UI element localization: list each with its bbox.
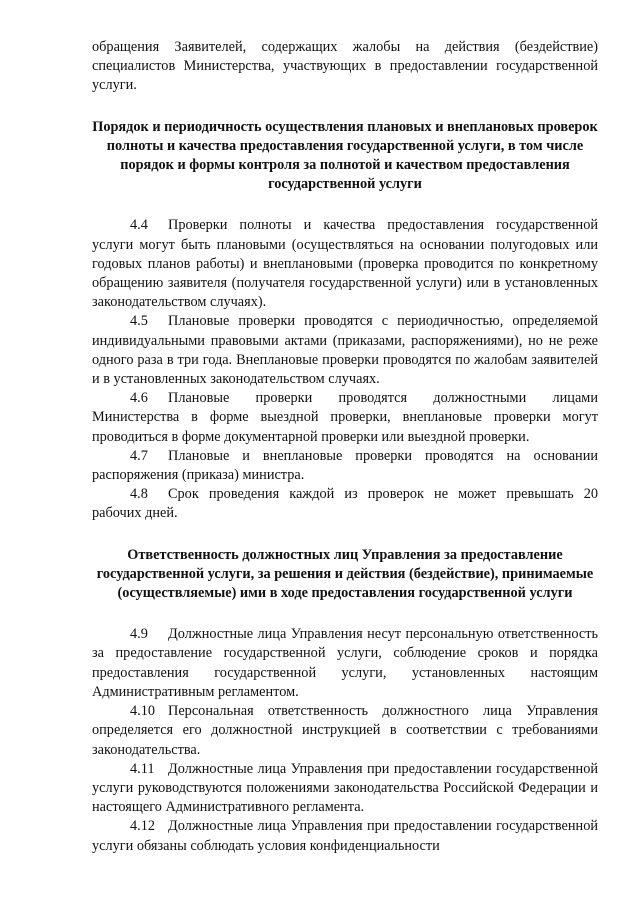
clause-number: 4.10 — [130, 703, 156, 720]
section-heading-inspections: Порядок и периодичность осуществления плановых и внеплановых проверок полноты и качества предоставления государственной услуги, в том числе порядок и формы контроля за полнотой и качеством предоставления государственной услуги — [92, 118, 598, 193]
clause-number: 4.12 — [130, 818, 156, 835]
clause-number: 4.7 — [130, 447, 148, 464]
clause-4-9 — [92, 625, 598, 702]
clause-text: Плановые проверки проводятся должностными лицами Министерства в форме выездной проверки, внеплановые проверки могут проводиться в форме документарной проверки или выездной проверки. — [92, 390, 598, 445]
clause-4-11 — [92, 760, 598, 818]
clause-number: 4.5 — [130, 313, 148, 330]
clause-number: 4.8 — [130, 486, 148, 503]
clause-4-6 — [92, 389, 598, 447]
clause-text: Персональная ответственность должностного лица Управления определяется его должностной инструкцией в соответствии с требованиями законодательства. — [92, 703, 598, 758]
clause-text: Плановые проверки проводятся с периодичностью, определяемой индивидуальными правовыми актами (приказами, распоряжениями), но не реже одного раза в три года. Внеплановые проверки проводятся по жалобам заявителей и в установленных законодательством случаях. — [92, 313, 598, 388]
clause-4-10 — [92, 702, 598, 760]
clause-text: Срок проведения каждой из проверок не может превышать 20 рабочих дней. — [92, 486, 598, 522]
clause-text: Проверки полноты и качества предоставления государственной услуги могут быть плановыми (осуществляться на основании полугодовых или годовых планов работы) и внеплановыми (проверка проводится по конкретному обращению заявителя (получателя государственной услуги) или в установленных законодательством случаях). — [92, 217, 598, 311]
clause-number: 4.9 — [130, 626, 148, 643]
clause-number: 4.6 — [130, 390, 148, 407]
clause-number: 4.4 — [130, 217, 148, 234]
clause-text: Должностные лица Управления несут персональную ответственность за предоставление государственной услуги, соблюдение сроков и порядка предоставления государственной услуги, установленных настоящим Административным регламентом. — [92, 626, 598, 700]
clause-number: 4.11 — [130, 760, 155, 777]
clause-4-4 — [92, 216, 598, 312]
clause-4-12 — [92, 817, 598, 855]
clause-4-5 — [92, 312, 598, 389]
clause-text: Должностные лица Управления при предоставлении государственной услуги руководствуются положениями законодательства Российской Федерации и настоящего Административного регламента. — [92, 760, 598, 816]
document-page — [92, 38, 598, 856]
intro-paragraph: обращения Заявителей, содержащих жалобы на действия (бездействие) специалистов Министерства, участвующих в предоставлении государственной услуги. — [92, 39, 598, 94]
clause-text: Плановые и внеплановые проверки проводятся на основании распоряжения (приказа) министра. — [92, 447, 598, 484]
clause-4-8 — [92, 485, 598, 523]
clause-text: Должностные лица Управления при предоставлении государственной услуги обязаны соблюдать условия конфиденциальности — [92, 818, 598, 854]
section-heading-responsibility: Ответственность должностных лиц Управления за предоставление государственной услуги, за решения и действия (бездействие), принимаемые (осуществляемые) ими в ходе предоставления государственной услуги — [96, 546, 594, 602]
clause-4-7 — [92, 447, 598, 485]
